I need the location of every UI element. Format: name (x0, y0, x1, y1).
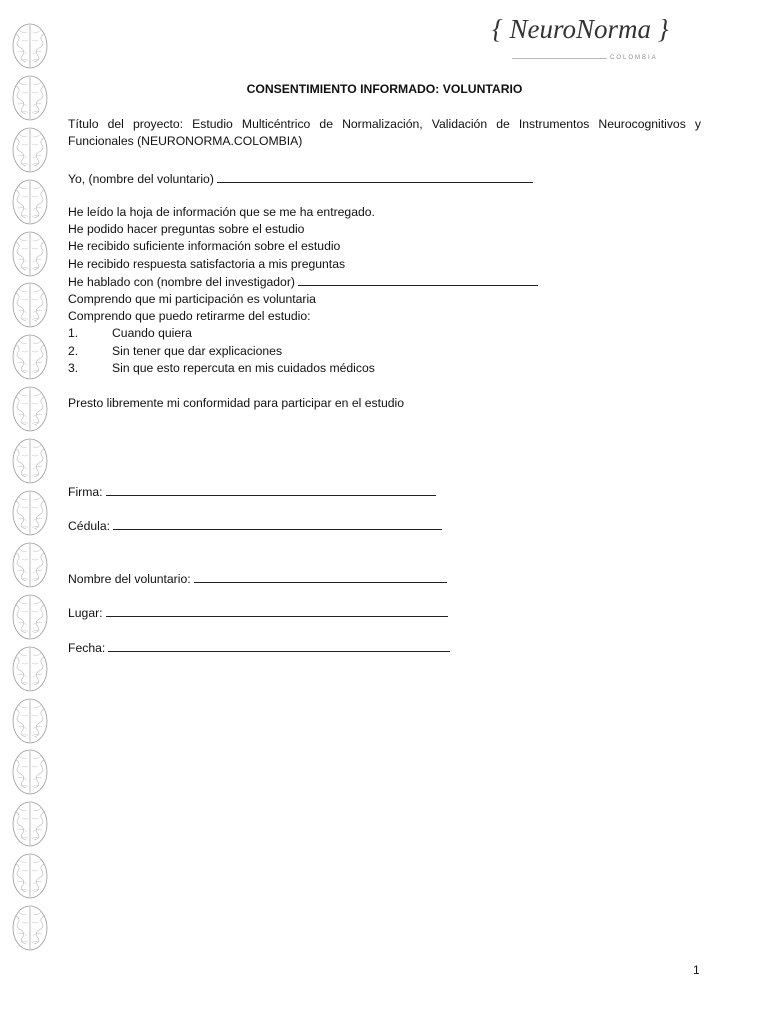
brain-icon (10, 385, 50, 433)
consent-statement: Presto libremente mi conformidad para participar en el estudio (68, 396, 405, 410)
list-item (68, 326, 192, 340)
list-number: 1. (68, 326, 79, 340)
brain-icon (10, 645, 50, 693)
date-label: Fecha: (68, 641, 106, 655)
list-text: Sin que esto repercuta en mis cuidados médicos (112, 361, 375, 375)
id-blank[interactable] (113, 518, 442, 530)
place-label: Lugar: (68, 606, 103, 620)
brain-icon (10, 178, 50, 226)
brain-icon (10, 541, 50, 589)
logo-rule (512, 58, 607, 59)
volunteer-name-field (68, 571, 447, 586)
volunteer-name-line (68, 171, 533, 186)
logo-wordmark: { NeuroNorma } (492, 14, 669, 44)
investigator-line (68, 274, 538, 289)
volunteer-name-blank[interactable] (217, 171, 533, 183)
page-number: 1 (693, 963, 700, 977)
id-label: Cédula: (68, 519, 111, 533)
investigator-label: He hablado con (nombre del investigador) (68, 275, 295, 289)
statement-line: Comprendo que puedo retirarme del estudio: (68, 309, 311, 323)
id-field (68, 518, 442, 533)
neuronorma-logo (492, 14, 692, 61)
place-field (68, 605, 448, 620)
brain-icon (10, 489, 50, 537)
volunteer-name-field-label: Nombre del voluntario: (68, 572, 191, 586)
brain-icon (10, 74, 50, 122)
statement-line: He podido hacer preguntas sobre el estudio (68, 222, 305, 236)
statement-line: He recibido respuesta satisfactoria a mis preguntas (68, 257, 346, 271)
brain-icon (10, 697, 50, 745)
investigator-blank[interactable] (298, 274, 538, 286)
signature-field (68, 484, 436, 499)
brain-icon (10, 852, 50, 900)
brain-icon (10, 904, 50, 952)
volunteer-name-field-blank[interactable] (194, 571, 447, 583)
logo-subtitle: COLOMBIA (610, 55, 658, 61)
brain-icon (10, 126, 50, 174)
volunteer-name-label: Yo, (nombre del voluntario) (68, 172, 214, 186)
brain-icon (10, 281, 50, 329)
list-item (68, 361, 375, 375)
brain-icon (10, 333, 50, 381)
brain-icon (10, 22, 50, 70)
document-title: CONSENTIMIENTO INFORMADO: VOLUNTARIO (246, 82, 523, 96)
place-blank[interactable] (106, 605, 448, 617)
brain-icon (10, 593, 50, 641)
brain-illustration-strip (10, 22, 56, 956)
list-number: 2. (68, 344, 79, 358)
project-title: Título del proyecto: Estudio Multicéntrico de Normalización, Validación de Instrumentos Neurocognitivos y Funcionales (NEURONORMA.COLOMBIA) (68, 117, 701, 148)
brain-icon (10, 748, 50, 796)
date-blank[interactable] (108, 640, 450, 652)
brain-icon (10, 437, 50, 485)
list-text: Sin tener que dar explicaciones (112, 344, 283, 358)
list-text: Cuando quiera (112, 326, 192, 340)
brain-icon (10, 230, 50, 278)
statement-line: He leído la hoja de información que se me ha entregado. (68, 205, 375, 219)
list-number: 3. (68, 361, 79, 375)
signature-label: Firma: (68, 485, 103, 499)
statement-line: He recibido suficiente información sobre el estudio (68, 239, 341, 253)
date-field (68, 640, 450, 655)
list-item (68, 344, 282, 358)
brain-icon (10, 800, 50, 848)
statement-line: Comprendo que mi participación es voluntaria (68, 292, 316, 306)
signature-blank[interactable] (106, 484, 436, 496)
